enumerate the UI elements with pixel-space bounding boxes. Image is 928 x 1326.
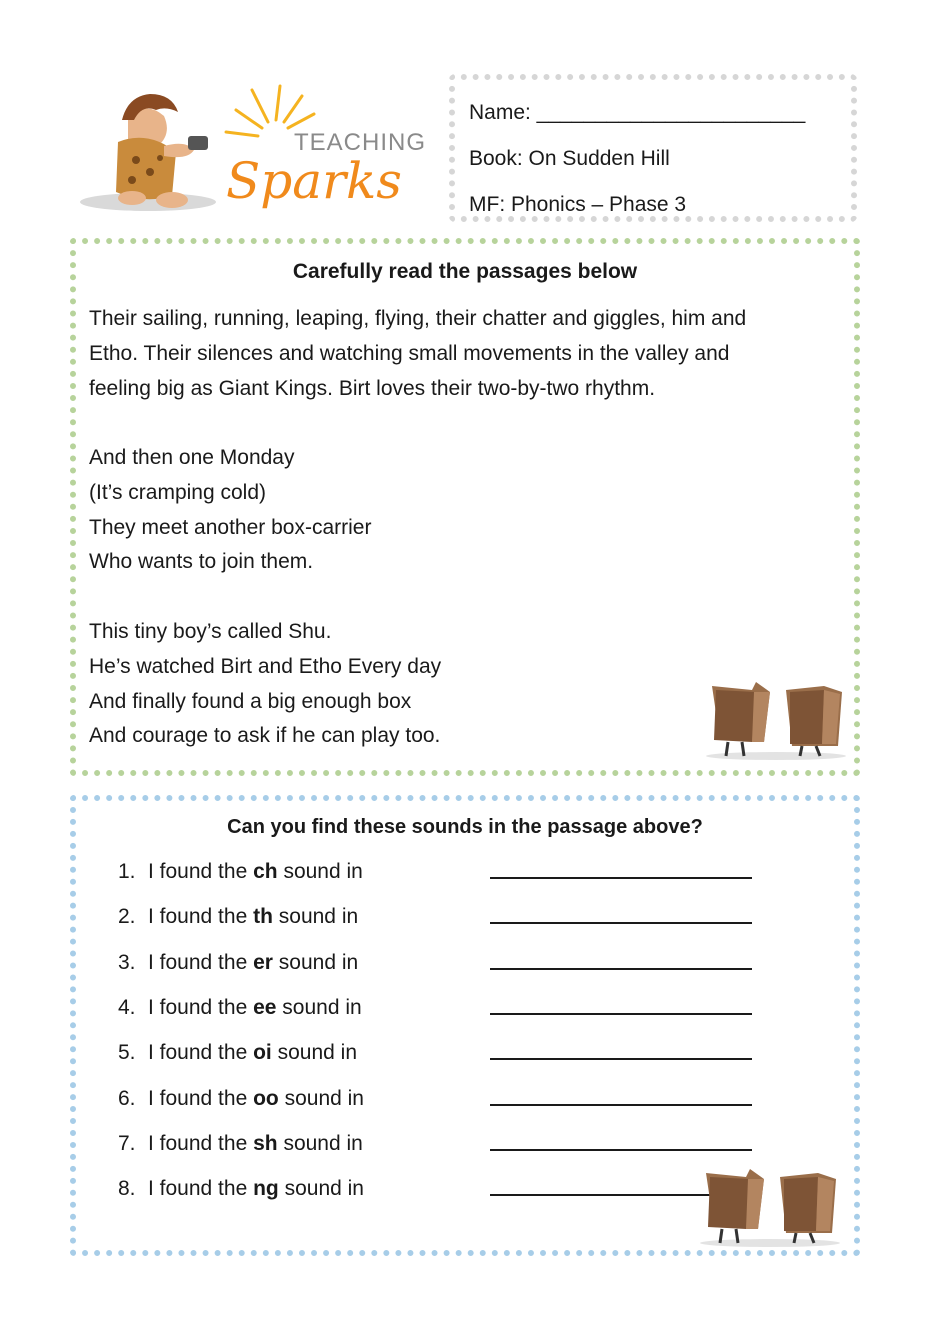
passage-line: And courage to ask if he can play too. <box>89 724 441 748</box>
question-number: 3. <box>118 950 136 974</box>
question-prefix: I found the <box>148 1086 248 1110</box>
student-info-box <box>449 74 857 222</box>
question-sound: ch <box>253 860 278 883</box>
passage-line: And finally found a big enough box <box>89 689 412 713</box>
box-characters-illustration <box>702 676 850 762</box>
question-number: 8. <box>118 1177 136 1201</box>
logo-word-sparks: Sparks <box>226 152 402 210</box>
question-sound: oo <box>253 1086 279 1110</box>
question-sound: er <box>253 950 273 974</box>
question-sound: ng <box>253 1177 279 1201</box>
question-suffix: sound in <box>278 950 359 974</box>
answer-blank-line[interactable] <box>490 1129 752 1151</box>
passage-line: He’s watched Birt and Etho Every day <box>89 654 442 678</box>
passage-line: Etho. Their silences and watching small movements in the valley and <box>89 341 730 365</box>
question-sound: oi <box>253 1041 272 1065</box>
question-row <box>118 1174 364 1204</box>
question-row <box>118 1038 357 1068</box>
question-prefix: I found the <box>148 905 248 929</box>
answer-blank-line[interactable] <box>490 1038 752 1060</box>
caveman-illustration <box>80 94 216 211</box>
passage-line: And then one Monday <box>89 446 295 469</box>
question-suffix: sound in <box>284 1177 364 1201</box>
question-row <box>118 902 358 932</box>
name-line[interactable]: Name: _______________________ <box>469 101 806 124</box>
question-number: 7. <box>118 1131 136 1155</box>
question-number: 5. <box>118 1041 136 1065</box>
answer-blank-line[interactable] <box>490 857 752 879</box>
question-row <box>118 857 363 887</box>
question-row <box>118 948 358 978</box>
question-suffix: sound in <box>283 1131 363 1155</box>
passage-line: Who wants to join them. <box>89 550 314 574</box>
question-number: 1. <box>118 860 136 883</box>
question-sound: ee <box>253 995 277 1019</box>
passage-line: (It’s cramping cold) <box>89 480 267 504</box>
questions-title: Can you find these sounds in the passage above? <box>227 816 703 838</box>
answer-blank-line[interactable] <box>490 1084 752 1106</box>
question-row <box>118 993 362 1023</box>
answer-blank-line[interactable] <box>490 993 752 1015</box>
question-row <box>118 1084 364 1114</box>
passage-paragraph-2 <box>89 441 829 580</box>
box-characters-illustration <box>696 1163 844 1249</box>
question-prefix: I found the <box>148 1041 248 1065</box>
passage-line: feeling big as Giant Kings. Birt loves their two-by-two rhythm. <box>89 376 656 400</box>
passage-line: This tiny boy’s called Shu. <box>89 620 332 643</box>
question-suffix: sound in <box>284 1086 364 1110</box>
passage-box <box>70 238 860 776</box>
question-prefix: I found the <box>148 1177 248 1201</box>
answer-blank-line[interactable] <box>490 948 752 970</box>
question-prefix: I found the <box>148 1131 248 1155</box>
question-prefix: I found the <box>148 950 248 974</box>
passage-line: They meet another box-carrier <box>89 515 372 539</box>
question-row <box>118 1129 363 1159</box>
questions-box <box>70 795 860 1256</box>
question-suffix: sound in <box>278 905 359 929</box>
question-prefix: I found the <box>148 995 248 1019</box>
question-number: 6. <box>118 1086 136 1110</box>
question-suffix: sound in <box>277 1041 358 1065</box>
question-number: 2. <box>118 905 136 929</box>
teaching-sparks-logo <box>76 80 436 220</box>
mf-line: MF: Phonics – Phase 3 <box>469 193 687 216</box>
answer-blank-line[interactable] <box>490 902 752 924</box>
passage-line: Their sailing, running, leaping, flying, their chatter and giggles, him and <box>89 307 747 330</box>
question-prefix: I found the <box>148 860 248 883</box>
book-line: Book: On Sudden Hill <box>469 147 670 170</box>
question-sound: th <box>253 905 273 929</box>
question-sound: sh <box>253 1131 278 1155</box>
question-number: 4. <box>118 995 136 1019</box>
logo-word-teaching: TEACHING <box>294 129 427 156</box>
question-suffix: sound in <box>283 860 363 883</box>
passage-title: Carefully read the passages below <box>292 260 638 283</box>
passage-paragraph-1 <box>89 302 829 406</box>
question-suffix: sound in <box>282 995 362 1019</box>
